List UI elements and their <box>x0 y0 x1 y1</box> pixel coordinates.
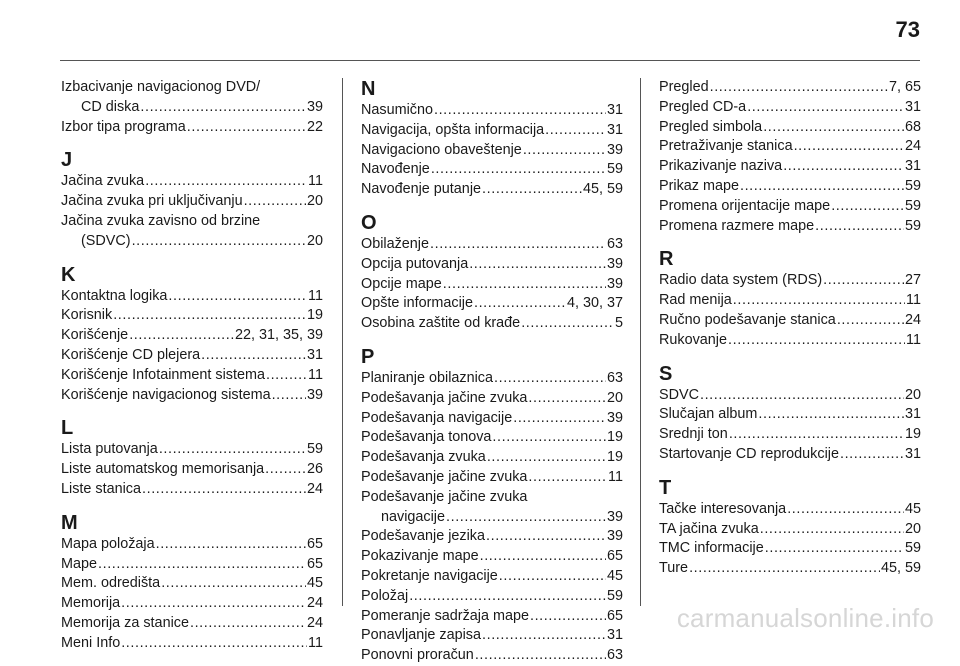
index-entry <box>61 480 323 500</box>
index-entry <box>361 180 623 200</box>
index-entry <box>361 101 623 121</box>
leader-dots <box>474 294 566 314</box>
entry-term: Tačke interesovanja <box>659 500 787 517</box>
entry-term: Jačina zvuka pri uključivanju <box>61 193 243 210</box>
section-letter-r: R <box>659 248 674 271</box>
entry-term: Planiranje obilaznica <box>361 369 493 386</box>
entry-term: navigacije <box>381 508 445 525</box>
entry-pages: 59 <box>606 587 623 604</box>
entry-term: Pomeranje sadržaja mape <box>361 607 529 624</box>
leader-dots <box>129 326 234 346</box>
entry-pages: 39 <box>606 275 623 292</box>
entry-pages: 45 <box>606 567 623 584</box>
entry-pages: 11 <box>308 366 323 383</box>
entry-term: Meni Info <box>61 634 121 651</box>
entry-pages: 20 <box>904 520 921 537</box>
entry-term: Podešavanja navigacije <box>361 409 513 426</box>
leader-dots <box>783 157 904 177</box>
entry-pages: 11 <box>906 331 921 348</box>
entry-pages: 20 <box>306 232 323 249</box>
section-letter-s: S <box>659 362 673 385</box>
page-number: 73 <box>895 17 920 42</box>
leader-dots <box>689 559 880 579</box>
entry-pages: 24 <box>904 311 921 328</box>
leader-dots <box>409 587 606 607</box>
entry-term: Pregled <box>659 79 709 95</box>
leader-dots <box>837 311 904 331</box>
entry-pages: 24 <box>306 480 323 497</box>
leader-dots <box>513 409 606 429</box>
section-letter-p: P <box>361 345 375 368</box>
entry-pages: 39 <box>606 255 623 272</box>
index-entry <box>361 646 623 666</box>
entry-term: Srednji ton <box>659 426 728 443</box>
entry-pages: 19 <box>606 429 623 446</box>
column-divider-2 <box>640 78 641 606</box>
entry-pages: 31 <box>606 627 623 644</box>
entry-pages: 39 <box>606 508 623 525</box>
index-entry <box>659 197 921 217</box>
index-entry-line: Jačina zvuka zavisno od brzine <box>61 212 261 229</box>
entry-term: Liste automatskog memorisanja <box>61 461 265 478</box>
leader-dots <box>492 428 606 448</box>
leader-dots <box>545 121 606 141</box>
entry-pages: 19 <box>306 307 323 324</box>
leader-dots <box>763 118 904 138</box>
leader-dots <box>747 98 904 118</box>
entry-pages: 11 <box>308 287 323 304</box>
index-entry <box>61 535 323 555</box>
entry-term: Navođenje putanje <box>361 181 482 198</box>
entry-term: Korišćenje CD plejera <box>61 346 201 363</box>
entry-term: Kontaktna logika <box>61 287 168 304</box>
leader-dots <box>482 626 606 646</box>
section-k-list <box>61 287 323 406</box>
section-letter-t: T <box>659 476 672 499</box>
index-entry-line: Izbacivanje navigacionog DVD/ <box>61 79 261 95</box>
index-entry <box>361 160 623 180</box>
leader-dots <box>446 508 606 528</box>
index-entry <box>61 634 323 654</box>
index-entry <box>659 331 921 351</box>
section-letter-n: N <box>361 78 376 100</box>
entry-term: Položaj <box>361 587 409 604</box>
header-rule <box>60 60 920 61</box>
entry-term: Podešavanja zvuka <box>361 449 486 466</box>
entry-term: Promena orijentacije mape <box>659 197 831 214</box>
entry-term: Podešavanje jačine zvuka <box>361 468 528 485</box>
index-entry <box>361 428 623 448</box>
index-column-3 <box>659 78 921 579</box>
entry-term: Navođenje <box>361 161 430 178</box>
entry-term: Mapa položaja <box>61 535 155 552</box>
entry-term: TA jačina zvuka <box>659 520 759 537</box>
leader-dots <box>733 291 905 311</box>
leader-dots <box>430 235 606 255</box>
leader-dots <box>156 535 306 555</box>
entry-pages: 65 <box>306 535 323 552</box>
entry-pages: 24 <box>306 595 323 612</box>
index-entry <box>61 460 323 480</box>
entry-pages: 22 <box>306 118 323 135</box>
entry-term: Radio data system (RDS) <box>659 272 823 289</box>
entry-term: Opcija putovanja <box>361 255 469 272</box>
entry-term: Opšte informacije <box>361 295 473 312</box>
index-entry <box>659 177 921 197</box>
entry-term: Pregled CD-a <box>659 98 747 115</box>
index-entry-line: Podešavanje jačine zvuka <box>361 488 528 505</box>
index-entry <box>61 614 323 634</box>
entry-pages: 31 <box>606 102 623 118</box>
section-l-list <box>61 440 323 499</box>
entry-term: Slučajan album <box>659 406 758 423</box>
index-entry <box>659 118 921 138</box>
index-entry <box>361 255 623 275</box>
index-entry <box>61 172 323 192</box>
watermark: carmanualsonline.info <box>676 603 934 633</box>
entry-pages: 63 <box>606 369 623 386</box>
index-entry <box>61 287 323 307</box>
index-entry <box>361 389 623 409</box>
index-entry <box>659 445 921 465</box>
entry-pages: 11 <box>608 468 623 485</box>
leader-dots <box>434 101 606 121</box>
section-letter-m: M <box>61 511 78 534</box>
leader-dots <box>265 460 306 480</box>
entry-term: Podešavanja jačine zvuka <box>361 389 528 406</box>
index-entry <box>659 500 921 520</box>
leader-dots <box>728 331 905 351</box>
index-entry <box>361 409 623 429</box>
index-column-2 <box>361 78 623 666</box>
index-entry <box>61 232 323 252</box>
index-entry <box>659 137 921 157</box>
entry-pages: 39 <box>606 141 623 158</box>
entry-pages: 31 <box>606 121 623 138</box>
entry-term: Rad menija <box>659 292 732 309</box>
leader-dots <box>121 594 306 614</box>
entry-term: Korisnik <box>61 307 113 324</box>
entry-pages: 20 <box>306 193 323 210</box>
section-p-list-b <box>361 527 623 666</box>
leader-dots <box>190 614 306 634</box>
entry-term: SDVC <box>659 386 699 403</box>
leader-dots <box>187 118 306 138</box>
index-entry <box>361 141 623 161</box>
entry-pages: 26 <box>306 461 323 478</box>
entry-pages: 24 <box>306 614 323 631</box>
entry-term: Korišćenje navigacionog sistema <box>61 386 271 403</box>
leader-dots <box>142 480 306 500</box>
leader-dots <box>159 440 306 460</box>
index-entry <box>361 314 623 334</box>
entry-pages: 27 <box>904 272 921 289</box>
index-entry <box>361 121 623 141</box>
index-entry <box>61 306 323 326</box>
entry-pages: 63 <box>606 235 623 252</box>
entry-term: Liste stanica <box>61 480 141 497</box>
entry-pages: 31 <box>904 406 921 423</box>
leader-dots <box>710 78 888 98</box>
entry-pages: 59 <box>904 177 921 194</box>
entry-pages: 63 <box>606 647 623 664</box>
leader-dots <box>121 634 307 654</box>
section-pr-list <box>659 78 921 236</box>
entry-term: Ručno podešavanje stanica <box>659 311 836 328</box>
entry-pages: 39 <box>306 98 323 115</box>
entry-term: Izbor tipa programa <box>61 118 186 135</box>
entry-term: Startovanje CD reprodukcije <box>659 445 839 462</box>
leader-dots <box>523 141 606 161</box>
entry-term: Ponovni proračun <box>361 647 474 664</box>
section-r-list <box>659 271 921 350</box>
entry-pages: 45, 59 <box>880 560 921 577</box>
entry-pages: 24 <box>904 138 921 155</box>
leader-dots <box>521 314 614 334</box>
entry-pages: 20 <box>606 389 623 406</box>
entry-pages: 65 <box>306 555 323 572</box>
index-entry <box>61 574 323 594</box>
index-entry <box>61 440 323 460</box>
leader-dots <box>700 386 904 406</box>
entry-term: Pokazivanje mape <box>361 548 479 565</box>
index-entry <box>659 539 921 559</box>
index-entry <box>659 425 921 445</box>
entry-pages: 22, 31, 35, 39 <box>234 327 323 344</box>
entry-term: Podešavanje jezika <box>361 528 485 545</box>
leader-dots <box>740 177 904 197</box>
leader-dots <box>431 160 606 180</box>
entry-term: Memorija za stanice <box>61 614 189 631</box>
entry-pages: 68 <box>904 118 921 135</box>
leader-dots <box>98 555 306 575</box>
index-entry <box>659 520 921 540</box>
section-s-list <box>659 386 921 465</box>
index-entry <box>61 366 323 386</box>
index-entry <box>659 98 921 118</box>
leader-dots <box>494 369 606 389</box>
entry-pages: 11 <box>308 634 323 651</box>
section-letter-l: L <box>61 417 74 440</box>
entry-pages: 45, 59 <box>582 181 623 198</box>
entry-term: Mem. odredišta <box>61 575 161 592</box>
entry-pages: 20 <box>904 386 921 403</box>
entry-pages: 59 <box>904 197 921 214</box>
entry-term: Memorija <box>61 595 121 612</box>
leader-dots <box>815 217 904 237</box>
entry-pages: 31 <box>904 98 921 115</box>
index-entry <box>61 386 323 406</box>
entry-term: Osobina zaštite od krađe <box>361 315 521 332</box>
leader-dots <box>266 366 307 386</box>
entry-term: Pregled simbola <box>659 118 763 135</box>
entry-term: Prikazivanje naziva <box>659 158 783 175</box>
entry-pages: 59 <box>306 441 323 458</box>
column-divider-1 <box>342 78 343 606</box>
leader-dots <box>480 547 606 567</box>
index-entry <box>659 386 921 406</box>
leader-dots <box>760 520 904 540</box>
entry-term: Ture <box>659 560 689 577</box>
leader-dots <box>765 539 904 559</box>
leader-dots <box>443 275 606 295</box>
index-entry <box>61 346 323 366</box>
section-letter-j: J <box>61 149 73 172</box>
index-entry <box>361 527 623 547</box>
index-entry <box>61 594 323 614</box>
entry-term: Rukovanje <box>659 331 727 348</box>
index-entry <box>361 235 623 255</box>
entry-term: Navigaciono obaveštenje <box>361 141 522 158</box>
index-entry <box>659 405 921 425</box>
index-entry <box>659 157 921 177</box>
section-o-list <box>361 235 623 334</box>
entry-term: Lista putovanja <box>61 441 158 458</box>
index-entry <box>361 294 623 314</box>
leader-dots <box>823 271 904 291</box>
index-entry <box>361 508 623 528</box>
leader-dots <box>272 386 306 406</box>
entry-pages: 31 <box>904 158 921 175</box>
entry-term: (SDVC) <box>81 232 131 249</box>
entry-term: Navigacija, opšta informacija <box>361 121 545 138</box>
entry-pages: 31 <box>306 346 323 363</box>
section-m-list <box>61 535 323 654</box>
entry-pages: 39 <box>606 409 623 426</box>
leader-dots <box>140 98 306 118</box>
entry-pages: 31 <box>904 445 921 462</box>
index-entry <box>659 78 921 98</box>
index-entry <box>61 326 323 346</box>
leader-dots <box>168 287 307 307</box>
index-entry <box>361 547 623 567</box>
entry-pages: 19 <box>904 426 921 443</box>
index-entry <box>361 587 623 607</box>
entry-pages: 59 <box>904 540 921 557</box>
leader-dots <box>794 137 904 157</box>
entry-pages: 4, 30, 37 <box>566 295 623 312</box>
leader-dots <box>831 197 904 217</box>
index-entry <box>659 217 921 237</box>
index-entry <box>361 468 623 488</box>
leader-dots <box>499 567 606 587</box>
leader-dots <box>729 425 904 445</box>
leader-dots <box>475 646 606 666</box>
entry-pages: 5 <box>614 315 623 332</box>
index-entry <box>361 607 623 627</box>
entry-pages: 11 <box>906 292 921 309</box>
index-entry <box>61 192 323 212</box>
leader-dots <box>840 445 904 465</box>
leader-dots <box>486 527 606 547</box>
leader-dots <box>482 180 582 200</box>
leader-dots <box>528 389 606 409</box>
entry-term: Obilaženje <box>361 235 429 252</box>
leader-dots <box>161 574 306 594</box>
index-entry <box>361 275 623 295</box>
index-entry <box>61 555 323 575</box>
leader-dots <box>787 500 904 520</box>
index-entry <box>361 369 623 389</box>
leader-dots <box>469 255 606 275</box>
index-entry <box>361 567 623 587</box>
index-entry <box>659 559 921 579</box>
entry-term: Podešavanja tonova <box>361 429 492 446</box>
leader-dots <box>528 468 607 488</box>
entry-term: Prikaz mape <box>659 177 739 194</box>
entry-term: Opcije mape <box>361 275 442 292</box>
section-letter-k: K <box>61 263 76 286</box>
entry-term: Ponavljanje zapisa <box>361 627 482 644</box>
entry-pages: 65 <box>606 548 623 565</box>
entry-pages: 45 <box>306 575 323 592</box>
index-entry <box>361 626 623 646</box>
leader-dots <box>530 607 606 627</box>
index-entry <box>61 118 323 138</box>
entry-term: Promena razmere mape <box>659 217 815 234</box>
leader-dots <box>201 346 306 366</box>
index-entry <box>659 271 921 291</box>
entry-term: Korišćenje <box>61 327 129 344</box>
entry-term: CD diska <box>81 98 140 115</box>
entry-term: Pretraživanje stanica <box>659 138 793 155</box>
index-column-1 <box>61 78 323 654</box>
index-entry <box>659 311 921 331</box>
section-letter-o: O <box>361 211 377 234</box>
index-entry <box>61 98 323 118</box>
entry-term: Korišćenje Infotainment sistema <box>61 366 265 383</box>
entry-pages: 39 <box>306 386 323 403</box>
section-n-list <box>361 101 623 200</box>
entry-pages: 59 <box>904 217 921 234</box>
entry-pages: 39 <box>606 528 623 545</box>
entry-pages: 45 <box>904 500 921 517</box>
entry-pages: 19 <box>606 449 623 466</box>
leader-dots <box>487 448 606 468</box>
index-entry <box>361 448 623 468</box>
entry-pages: 11 <box>308 173 323 190</box>
entry-term: Mape <box>61 555 97 572</box>
entry-term: Pokretanje navigacije <box>361 567 498 584</box>
section-t-list <box>659 500 921 579</box>
leader-dots <box>145 172 307 192</box>
entry-term: TMC informacije <box>659 540 764 557</box>
leader-dots <box>758 405 904 425</box>
entry-term: Jačina zvuka <box>61 173 145 190</box>
index-entry <box>659 291 921 311</box>
leader-dots <box>244 192 306 212</box>
entry-term: Nasumično <box>361 102 433 118</box>
leader-dots <box>132 232 306 252</box>
entry-pages: 65 <box>606 607 623 624</box>
section-p-list-a <box>361 369 623 488</box>
leader-dots <box>113 306 306 326</box>
entry-pages: 59 <box>606 161 623 178</box>
entry-pages: 7, 65 <box>888 79 921 95</box>
